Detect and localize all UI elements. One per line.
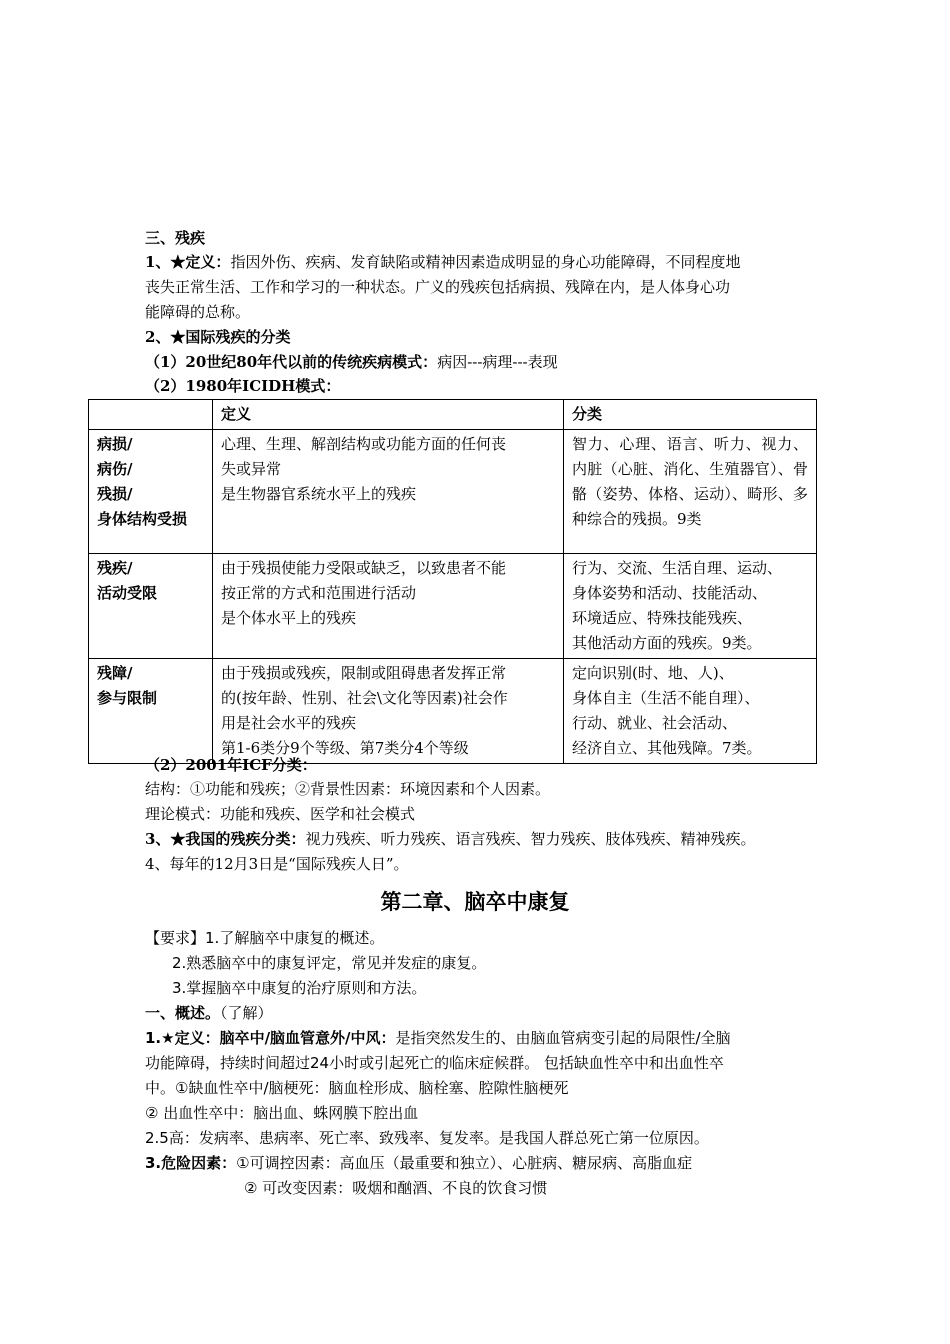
requirement-line-1 [145,926,384,950]
definition-line-1 [145,250,740,274]
chapter-title: 第二章、脑卒中康复 [380,889,570,914]
traditional-model-label: （1）20世纪80年代以前的传统疾病模式： [145,353,438,371]
five-high-line: 2.5高：发病率、患病率、死亡率、致残率、复发率。是我国人群总死亡第一位原因。 [145,1129,709,1147]
traditional-model-line [145,350,558,374]
definition-label: 1、★定义： [145,253,231,271]
stroke-definition-line-2: 功能障碍，持续时间超过24小时或引起死亡的临床症候群。 包括缺血性卒中和出血性卒 [145,1054,724,1072]
table-row [89,430,817,554]
china-classification-label: 3、★我国的残疾分类： [145,830,306,848]
table-row [89,659,817,764]
risk-factor-line-2: ② 可改变因素：吸烟和酗酒、不良的饮食习惯 [244,1179,548,1197]
table-header-row [89,400,817,430]
definition-line-3: 能障碍的总称。 [145,303,251,321]
risk-factor-line-1 [145,1151,692,1175]
row-name: 残障/ 参与限制 [89,659,213,764]
overview-label: 一、概述。 [145,1004,221,1022]
row-definition: 由于残损或残疾，限制或阻碍患者发挥正常 的(按年龄、性别、社会\文化等因素)社会作 用是社会水平的残疾 第1-6类分9个等级、第7类分4个等级 [213,659,564,764]
header-cell-definition: 定义 [213,400,564,430]
requirement-label: 【要求】 [145,929,206,947]
overview-heading [145,1001,273,1025]
china-classification-text: 视力残疾、听力残疾、语言残疾、智力残疾、肢体残疾、精神残疾。 [305,830,756,848]
icidh-table [88,399,817,764]
row-classes: 智力、心理、语言、听力、视力、内脏（心脏、消化、生殖器官）、骨骼（姿势、体格、运动）、畸形、多种综合的残损。9类 [564,430,817,554]
table-row [89,554,817,659]
risk-factor-text-1: ①可调控因素：高血压（最重要和独立）、心脏病、糖尿病、高脂血症 [236,1154,693,1172]
row-classes: 行为、交流、生活自理、运动、 身体姿势和活动、技能活动、 环境适应、特殊技能残疾、 其他活动方面的残疾。9类。 [564,554,817,659]
header-cell-classes: 分类 [564,400,817,430]
overview-note: （了解） [220,1004,273,1022]
stroke-definition-text-1: 是指突然发生的、由脑血管病变引起的局限性/全脑 [395,1029,731,1047]
stroke-definition-line-3: 中。①缺血性卒中/脑梗死：脑血栓形成、脑栓塞、腔隙性脑梗死 [145,1079,569,1097]
stroke-definition-line-4: ② 出血性卒中：脑出血、蛛网膜下腔出血 [145,1104,419,1122]
header-cell-blank [89,400,213,430]
icf-theory: 理论模式：功能和残疾、医学和社会模式 [145,805,416,823]
stroke-definition-label: 1.★定义：脑卒中/脑血管意外/中风： [145,1029,396,1047]
row-name: 残疾/ 活动受限 [89,554,213,659]
disability-day-line: 4、每年的12月3日是“国际残疾人日”。 [145,855,409,873]
row-definition: 由于残损使能力受限或缺乏，以致患者不能 按正常的方式和范围进行活动 是个体水平上的残疾 [213,554,564,659]
stroke-definition-line-1 [145,1026,731,1050]
definition-text-1: 指因外伤、疾病、发育缺陷或精神因素造成明显的身心功能障碍，不同程度地 [230,253,741,271]
icidh-model-heading: （2）1980年ICIDH模式： [145,377,341,395]
row-name: 病损/ 病伤/ 残损/ 身体结构受损 [89,430,213,554]
section-heading: 三、残疾 [145,229,206,247]
risk-factor-label: 3.危险因素： [145,1154,237,1172]
china-classification-line [145,827,755,851]
row-classes: 定向识别(时、地、人)、 身体自主（生活不能自理）、 行动、就业、社会活动、 经济自立、其他残障。7类。 [564,659,817,764]
requirement-line-2: 2.熟悉脑卒中的康复评定，常见并发症的康复。 [172,954,487,972]
requirement-text-1: 1.了解脑卒中康复的概述。 [205,929,385,947]
row-definition: 心理、生理、解剖结构或功能方面的任何丧 失或异常 是生物器官系统水平上的残疾 [213,430,564,554]
traditional-model-text: 病因---病理---表现 [437,353,558,371]
requirement-line-3: 3.掌握脑卒中康复的治疗原则和方法。 [172,979,427,997]
classification-heading: 2、★国际残疾的分类 [145,328,291,346]
icf-structure: 结构：①功能和残疾；②背景性因素：环境因素和个人因素。 [145,780,551,798]
definition-line-2: 丧失正常生活、工作和学习的一种状态。广义的残疾包括病损、残障在内，是人体身心功 [145,278,731,296]
icf-heading: （2）2001年ICF分类： [145,756,317,774]
